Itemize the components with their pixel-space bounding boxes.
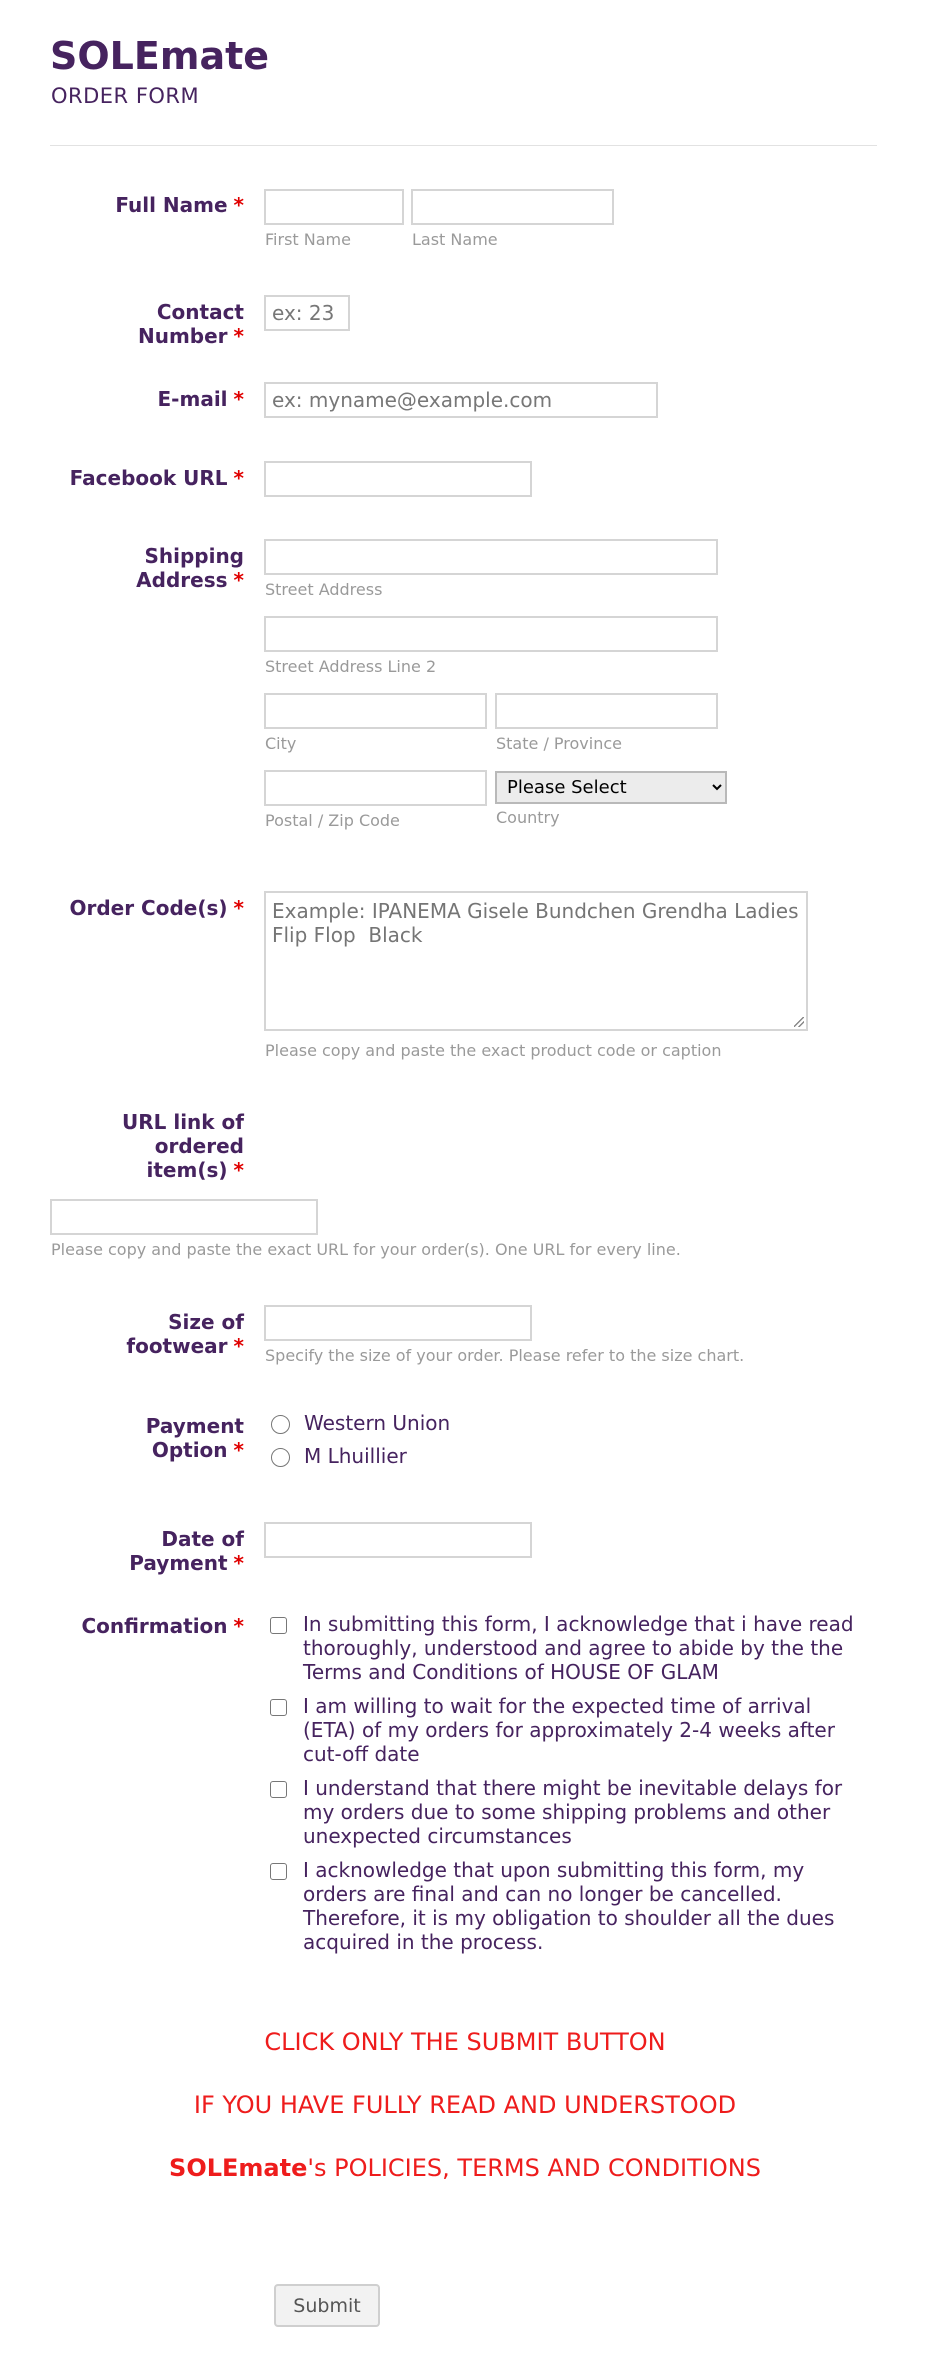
payment-date-label: Date of Payment * bbox=[129, 1527, 244, 1575]
required-asterisk: * bbox=[233, 324, 244, 348]
required-asterisk: * bbox=[233, 466, 244, 490]
footwear-size-label: Size of footwear * bbox=[126, 1310, 244, 1358]
confirm-eta-checkbox[interactable] bbox=[270, 1699, 287, 1716]
required-asterisk: * bbox=[233, 1158, 244, 1182]
payment-option-label: Payment Option * bbox=[145, 1414, 244, 1462]
postal-code-input[interactable] bbox=[264, 770, 487, 806]
city-input[interactable] bbox=[264, 693, 487, 729]
email-label: E-mail * bbox=[157, 387, 244, 411]
confirm-final-text[interactable]: I acknowledge that upon submitting this form, my orders are final and can no longer be cancelled. Therefore, it is my obligation to shoulder all the dues acquired in the process. bbox=[303, 1858, 835, 1954]
street-address-line2-sublabel: Street Address Line 2 bbox=[265, 657, 437, 676]
confirm-terms-text[interactable]: In submitting this form, I acknowledge that i have read thoroughly, understood and agree to abide by the the Terms and Conditions of HOUSE OF GLAM bbox=[303, 1612, 854, 1684]
confirm-final-checkbox[interactable] bbox=[270, 1863, 287, 1880]
state-province-input[interactable] bbox=[495, 693, 718, 729]
form-subtitle: ORDER FORM bbox=[51, 84, 200, 108]
resize-handle-icon[interactable] bbox=[794, 1017, 804, 1027]
confirm-delays-text[interactable]: I understand that there might be inevitable delays for my orders due to some shipping problems and other unexpected circumstances bbox=[303, 1776, 843, 1848]
notice-line-1: CLICK ONLY THE SUBMIT BUTTON bbox=[264, 2028, 666, 2056]
url-link-help: Please copy and paste the exact URL for your order(s). One URL for every line. bbox=[51, 1240, 681, 1259]
brand-title: SOLEmate bbox=[50, 34, 270, 78]
street-address-sublabel: Street Address bbox=[265, 580, 383, 599]
footwear-size-input[interactable] bbox=[264, 1305, 532, 1341]
payment-date-input[interactable] bbox=[264, 1522, 532, 1558]
country-sublabel: Country bbox=[496, 808, 560, 827]
country-select[interactable] bbox=[495, 771, 727, 804]
url-link-label: URL link of ordered item(s) * bbox=[121, 1110, 244, 1182]
confirm-terms-checkbox[interactable] bbox=[270, 1617, 287, 1634]
facebook-url-label: Facebook URL * bbox=[69, 466, 244, 490]
confirm-eta-text[interactable]: I am willing to wait for the expected time of arrival (ETA) of my orders for approximately 2-4 weeks after cut-off date bbox=[303, 1694, 835, 1766]
notice-line-3: SOLEmate's POLICIES, TERMS AND CONDITIONS bbox=[169, 2154, 761, 2182]
confirmation-label: Confirmation * bbox=[81, 1614, 244, 1638]
notice-line-2: IF YOU HAVE FULLY READ AND UNDERSTOOD bbox=[193, 2091, 737, 2119]
required-asterisk: * bbox=[233, 1438, 244, 1462]
email-input[interactable] bbox=[264, 382, 658, 418]
required-asterisk: * bbox=[233, 193, 244, 217]
contact-number-input[interactable] bbox=[264, 295, 350, 331]
contact-number-label: Contact Number * bbox=[137, 300, 244, 348]
header-divider bbox=[50, 145, 877, 146]
shipping-address-label: Shipping Address * bbox=[136, 544, 244, 592]
m-lhuillier-radio[interactable] bbox=[271, 1448, 290, 1467]
postal-code-sublabel: Postal / Zip Code bbox=[265, 811, 400, 830]
m-lhuillier-option[interactable]: M Lhuillier bbox=[304, 1444, 407, 1468]
footwear-size-help: Specify the size of your order. Please refer to the size chart. bbox=[265, 1346, 745, 1365]
required-asterisk: * bbox=[233, 1551, 244, 1575]
street-address-line2-input[interactable] bbox=[264, 616, 718, 652]
confirm-delays-checkbox[interactable] bbox=[270, 1781, 287, 1798]
first-name-input[interactable] bbox=[264, 189, 404, 225]
last-name-sublabel: Last Name bbox=[412, 230, 498, 249]
facebook-url-input[interactable] bbox=[264, 461, 532, 497]
required-asterisk: * bbox=[233, 1334, 244, 1358]
order-codes-field bbox=[264, 891, 808, 1031]
order-codes-help: Please copy and paste the exact product code or caption bbox=[265, 1041, 722, 1060]
required-asterisk: * bbox=[233, 387, 244, 411]
street-address-input[interactable] bbox=[264, 539, 718, 575]
state-province-sublabel: State / Province bbox=[496, 734, 622, 753]
required-asterisk: * bbox=[233, 568, 244, 592]
submit-button[interactable]: Submit bbox=[274, 2284, 380, 2327]
order-codes-label: Order Code(s) * bbox=[69, 896, 244, 920]
notice-brand: SOLEmate bbox=[169, 2154, 308, 2182]
url-link-input[interactable] bbox=[50, 1199, 318, 1235]
required-asterisk: * bbox=[233, 1614, 244, 1638]
city-sublabel: City bbox=[265, 734, 297, 753]
last-name-input[interactable] bbox=[411, 189, 614, 225]
full-name-label: Full Name * bbox=[115, 193, 244, 217]
order-codes-textarea[interactable] bbox=[264, 891, 808, 1031]
western-union-option[interactable]: Western Union bbox=[304, 1411, 451, 1435]
western-union-radio[interactable] bbox=[271, 1415, 290, 1434]
first-name-sublabel: First Name bbox=[265, 230, 351, 249]
required-asterisk: * bbox=[233, 896, 244, 920]
